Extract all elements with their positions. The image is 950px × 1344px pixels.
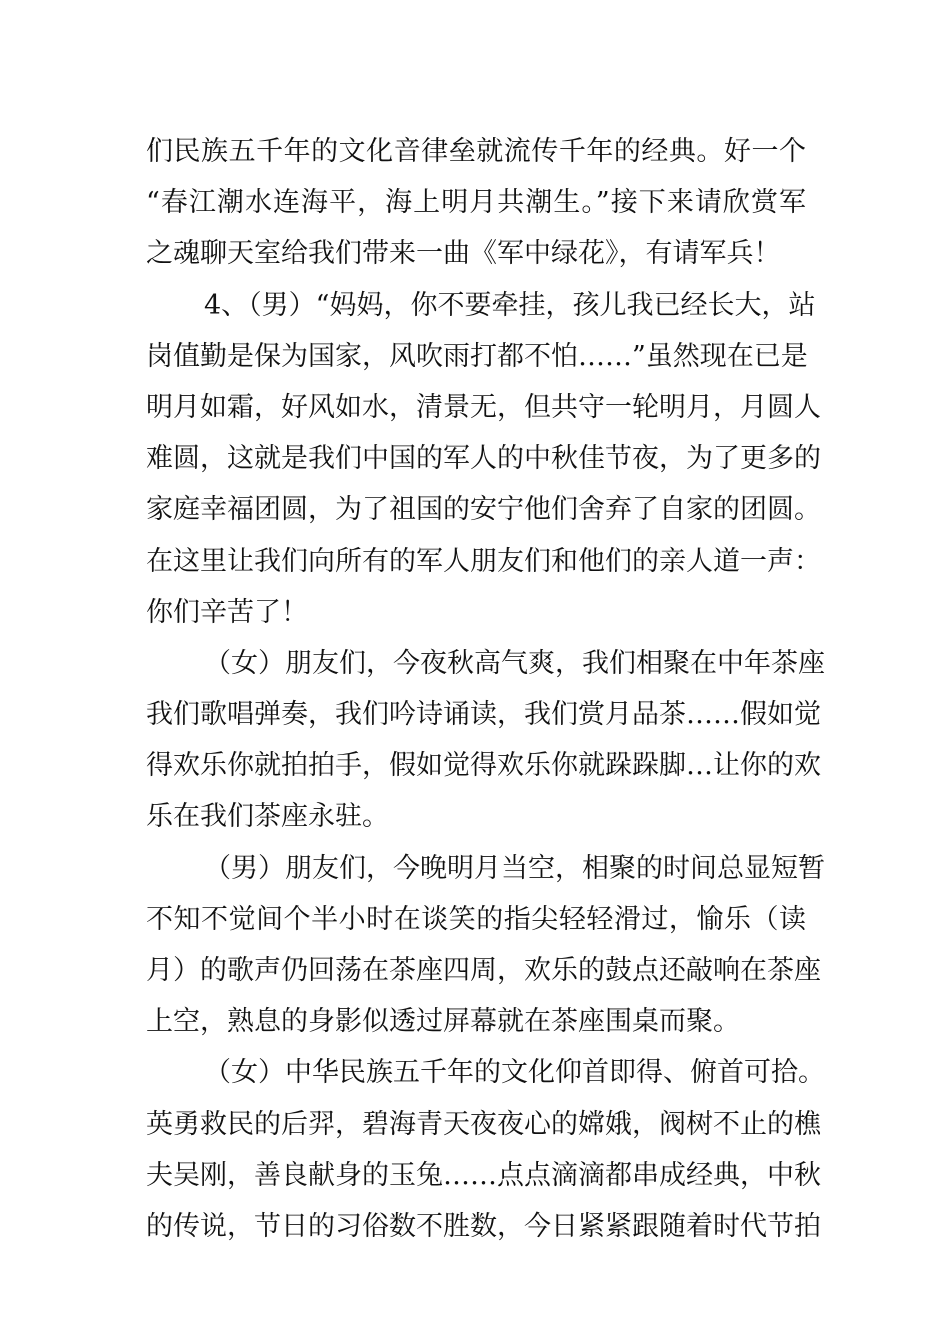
- text-line: 岗值勤是保为国家，风吹雨打都不怕……”虽然现在已是: [146, 340, 808, 372]
- text-line: 明月如霜，好风如水，清景无，但共守一轮明月，月圆人: [146, 391, 821, 423]
- text-line: 不知不觉间个半小时在谈笑的指尖轻轻滑过，愉乐（读: [146, 903, 806, 935]
- text-line: 你们辛苦了！: [146, 596, 308, 628]
- text-line: 我们歌唱弹奏，我们吟诗诵读，我们赏月品茶……假如觉: [146, 699, 821, 731]
- text-line: 的传说，节日的习俗数不胜数，今日紧紧跟随着时代节拍: [146, 1210, 821, 1242]
- text-line: 英勇救民的后羿，碧海青天夜夜心的嫦娥，阀树不止的樵: [146, 1108, 821, 1140]
- text-line: （男）朋友们，今晚明月当空，相聚的时间总显短暂: [204, 852, 825, 884]
- text-line: （女）朋友们，今夜秋高气爽，我们相聚在中年茶座: [204, 647, 825, 679]
- text-line: 月）的歌声仍回荡在茶座四周，欢乐的鼓点还敲响在茶座: [146, 955, 821, 986]
- text-line: 难圆，这就是我们中国的军人的中秋佳节夜，为了更多的: [146, 443, 821, 475]
- text-line: 4、（男）“妈妈，你不要牵挂，孩儿我已经长大，站: [204, 289, 816, 321]
- text-line: 家庭幸福团圆，为了祖国的安宁他们舍弃了自家的团圆。: [146, 494, 821, 526]
- text-line: 们民族五千年的文化音律垒就流传千年的经典。好一个: [146, 136, 806, 167]
- text-line: “春江潮水连海平，海上明月共潮生。”接下来请欣赏军: [146, 187, 806, 219]
- text-line: 之魂聊天室给我们带来一曲《军中绿花》，有请军兵！: [146, 238, 781, 270]
- text-line: 乐在我们茶座永驻。: [146, 801, 389, 833]
- text-line: 夫吴刚，善良献身的玉兔……点点滴滴都串成经典，中秋: [146, 1159, 821, 1191]
- document-body: [146, 126, 825, 1252]
- text-line: 得欢乐你就拍拍手，假如觉得欢乐你就跺跺脚…让你的欢: [146, 750, 821, 782]
- text-line: 在这里让我们向所有的军人朋友们和他们的亲人道一声：: [146, 545, 821, 577]
- text-line: 上空，熟息的身影似透过屏幕就在茶座围桌而聚。: [146, 1006, 740, 1038]
- text-line: （女）中华民族五千年的文化仰首即得、俯首可拾。: [204, 1057, 825, 1089]
